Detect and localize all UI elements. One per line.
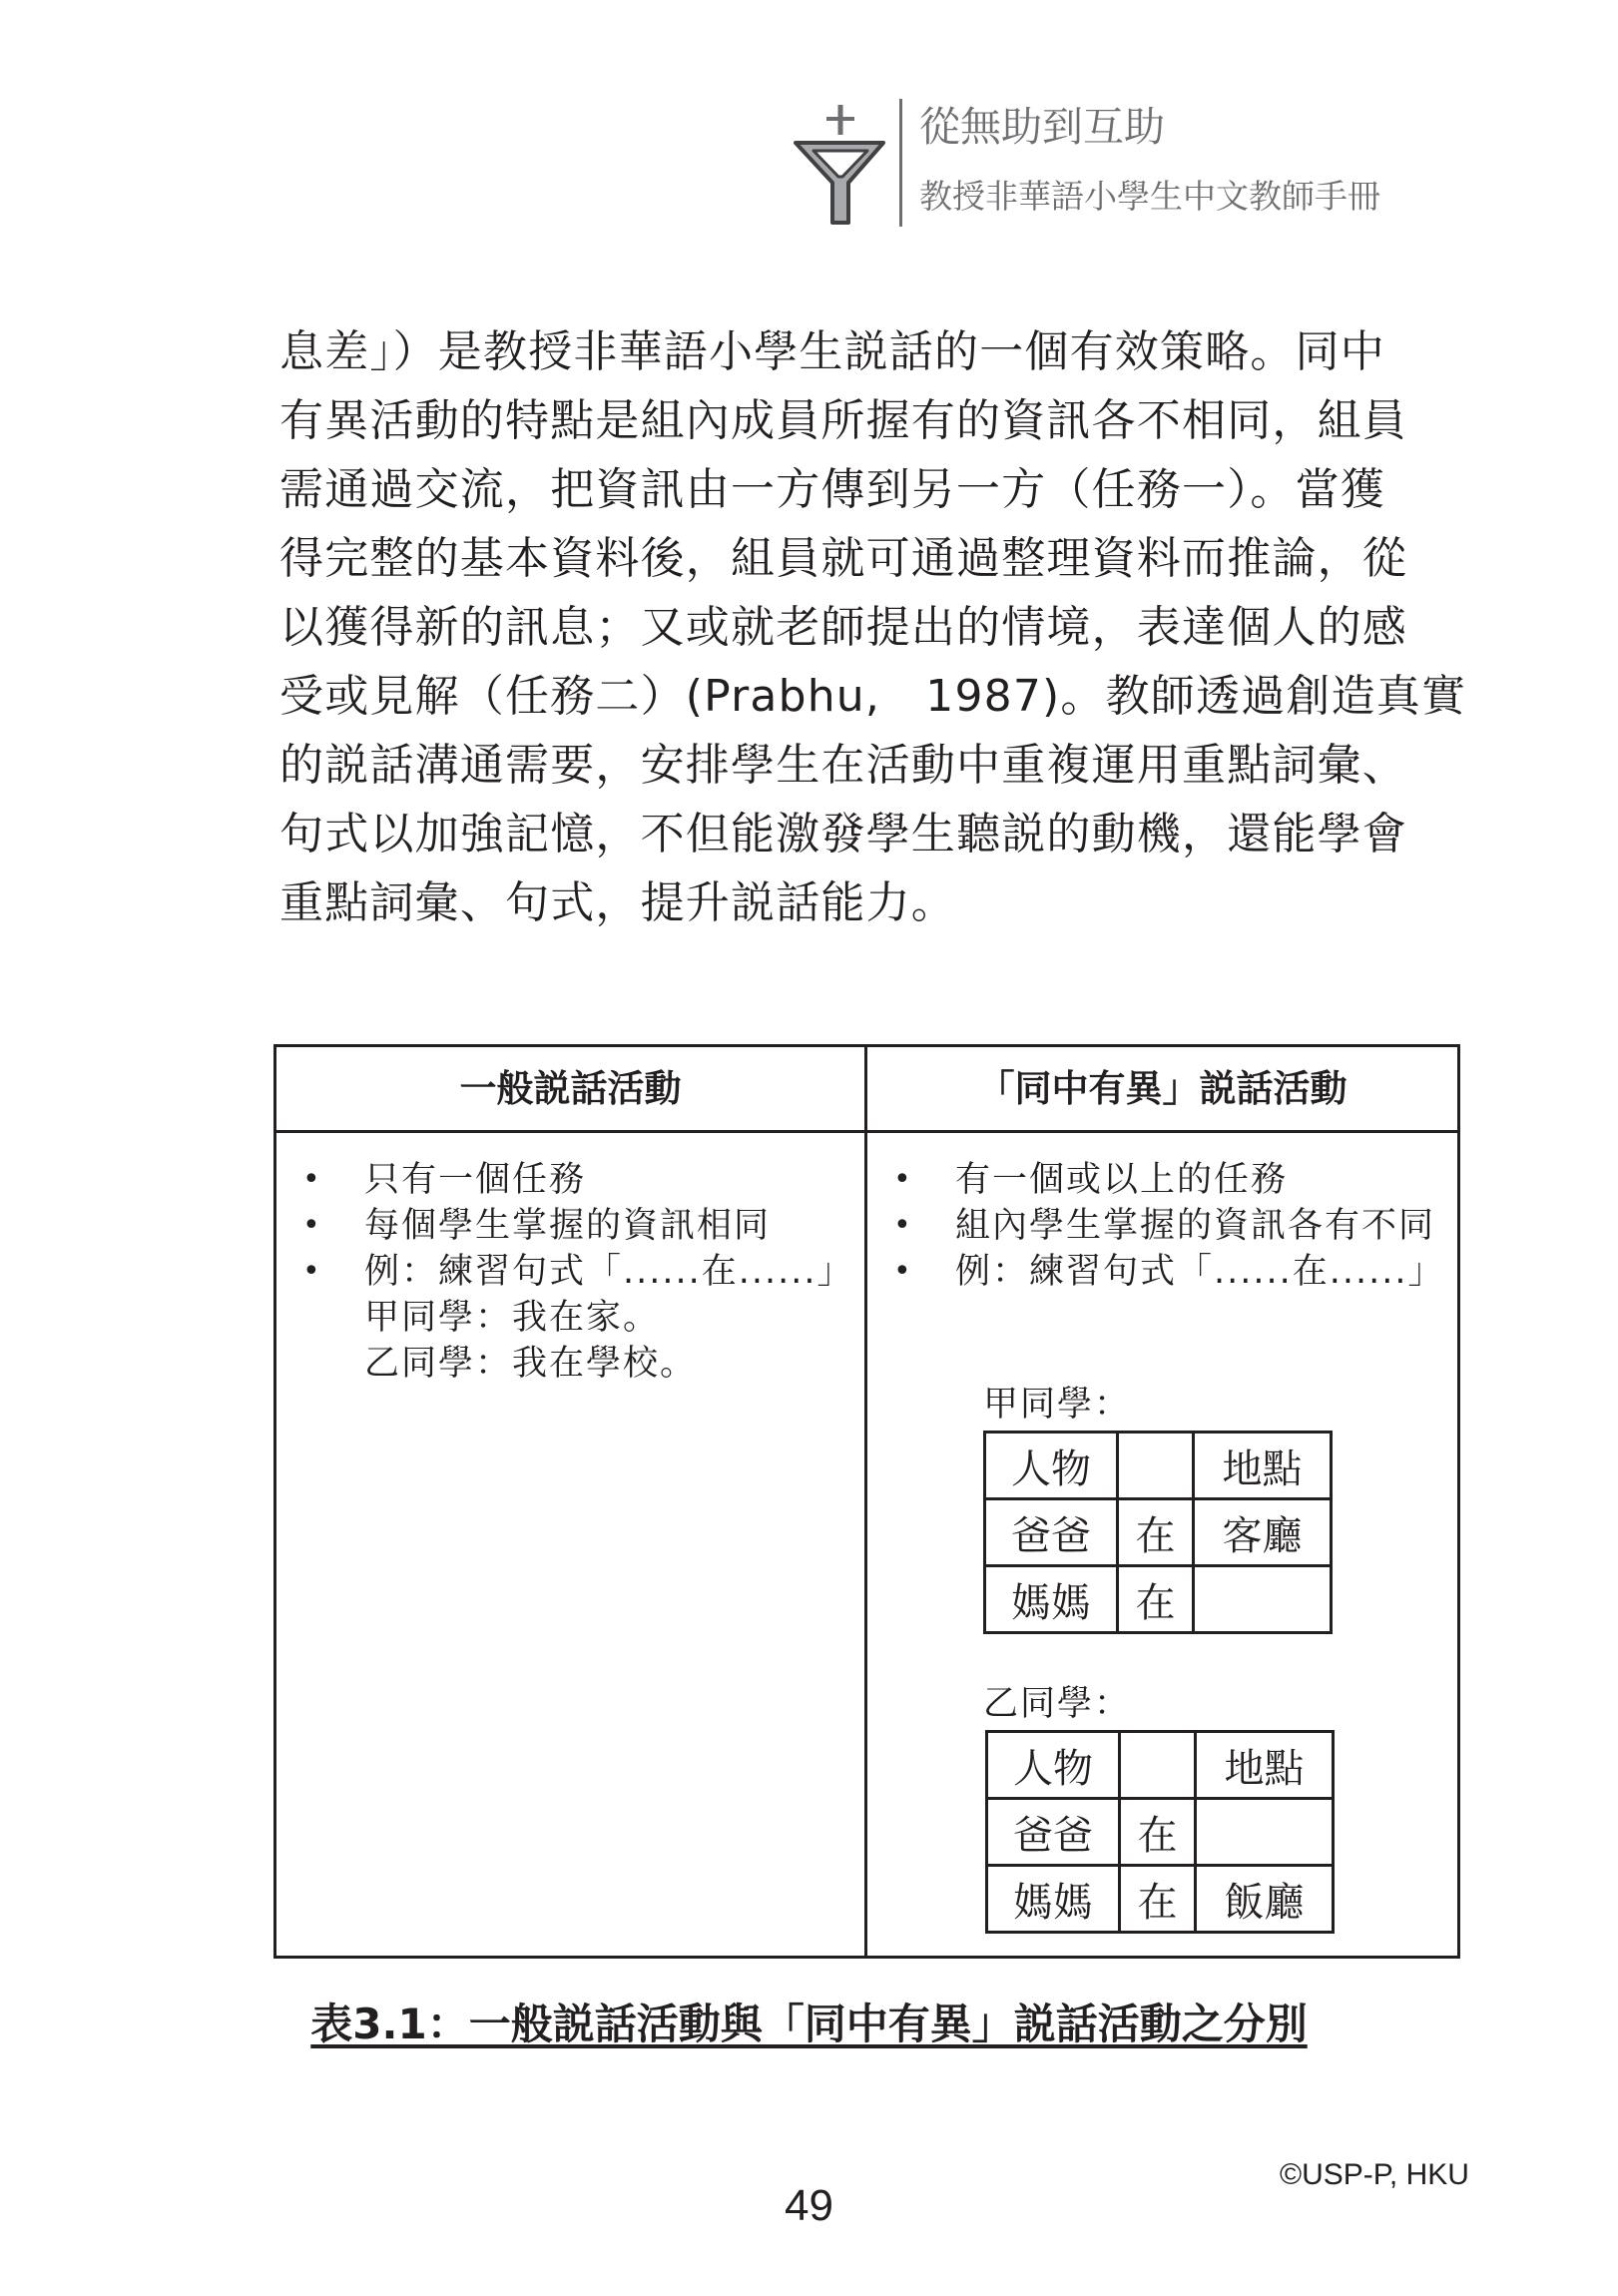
student-b-label: 乙同學： [983,1684,1132,1724]
list-item [885,1249,1454,1295]
body-line: 息差」）是教授非華語小學生説話的一個有效策略。同中 [279,326,1385,377]
table-row [987,1799,1334,1866]
bullet-icon: • [893,1162,913,1197]
student-a-table [983,1431,1333,1634]
table-row [985,1499,1332,1566]
list-item [885,1203,1454,1249]
bullet-icon: • [302,1208,322,1243]
table-cell [1196,1799,1334,1866]
example-line: 乙同學：我在學校。 [364,1344,698,1384]
list-item-text: 組內學生掌握的資訊各有不同 [955,1206,1436,1246]
bullet-icon: • [893,1254,913,1289]
table-cell: 在 [1118,1566,1194,1633]
table-cell: 在 [1120,1866,1196,1933]
list-item-text: 每個學生掌握的資訊相同 [364,1206,772,1246]
table-cell: 地點 [1194,1433,1332,1499]
body-line: 有異活動的特點是組內成員所握有的資訊各不相同，組員 [279,395,1407,446]
table-header-info-gap: 「同中有異」説話活動 [977,1067,1348,1110]
body-paragraph [279,317,1467,937]
header-subtitle: 教授非華語小學生中文教師手冊 [919,177,1380,216]
bullet-icon: • [893,1208,913,1243]
example-line: 甲同學：我在家。 [364,1298,661,1338]
header-title: 從無助到互助 [919,103,1165,151]
table-cell: 在 [1120,1799,1196,1866]
body-line: 得完整的基本資料後，組員就可通過整理資料而推論，從 [279,533,1407,584]
list-item [885,1157,1454,1203]
student-b-table [985,1730,1335,1934]
list-item-text: 只有一個任務 [364,1160,587,1200]
body-line: 句式以加強記憶，不但能激發學生聽説的動機，還能學會 [279,809,1407,860]
table-cell: 爸爸 [987,1799,1120,1866]
table-cell: 媽媽 [985,1566,1118,1633]
table-header-general: 一般説話活動 [459,1067,682,1110]
table-row [987,1732,1334,1799]
body-line: 的説話溝通需要，安排學生在活動中重複運用重點詞彙、 [279,740,1407,791]
header-row-divider [276,1130,1457,1133]
general-activity-list [294,1157,853,1387]
page-number: 49 [785,2181,833,2230]
list-item [294,1157,853,1203]
table-cell: 飯廳 [1196,1866,1334,1933]
student-a-label: 甲同學： [983,1385,1132,1425]
body-line: 受或見解（任務二）(Prabhu, 1987)。教師透過創造真實 [279,671,1467,722]
bullet-icon: • [302,1254,322,1289]
logo-icon [794,103,888,233]
table-cell: 客廳 [1194,1499,1332,1566]
table-cell: 人物 [985,1433,1118,1499]
list-item-text: 例：練習句式「......在......」 [955,1252,1445,1292]
comparison-table [273,1044,1460,1959]
table-cell: 地點 [1196,1732,1334,1799]
copyright-notice: ©USP-P, HKU [1280,2158,1469,2191]
table-row [987,1866,1334,1933]
table-cell [1118,1433,1194,1499]
list-item-text: 有一個或以上的任務 [955,1160,1289,1200]
list-item [294,1203,853,1249]
info-gap-activity-list [885,1157,1454,1295]
table-row [985,1566,1332,1633]
column-divider [864,1047,867,1956]
table-cell [1194,1566,1332,1633]
body-line: 需通過交流，把資訊由一方傳到另一方（任務一）。當獲 [279,464,1385,515]
table-cell: 人物 [987,1732,1120,1799]
list-item-text: 例：練習句式「......在......」 [364,1252,854,1292]
bullet-icon: • [302,1162,322,1197]
table-cell: 爸爸 [985,1499,1118,1566]
table-caption: 表3.1：一般説話活動與「同中有異」説話活動之分別 [310,2000,1308,2048]
header-divider [899,99,902,227]
list-item [294,1249,853,1295]
body-line: 以獲得新的訊息；又或就老師提出的情境，表達個人的感 [279,602,1407,653]
table-cell: 媽媽 [987,1866,1120,1933]
table-row [985,1433,1332,1499]
table-cell: 在 [1118,1499,1194,1566]
table-cell [1120,1732,1196,1799]
body-line: 重點詞彙、句式，提升説話能力。 [279,877,956,928]
